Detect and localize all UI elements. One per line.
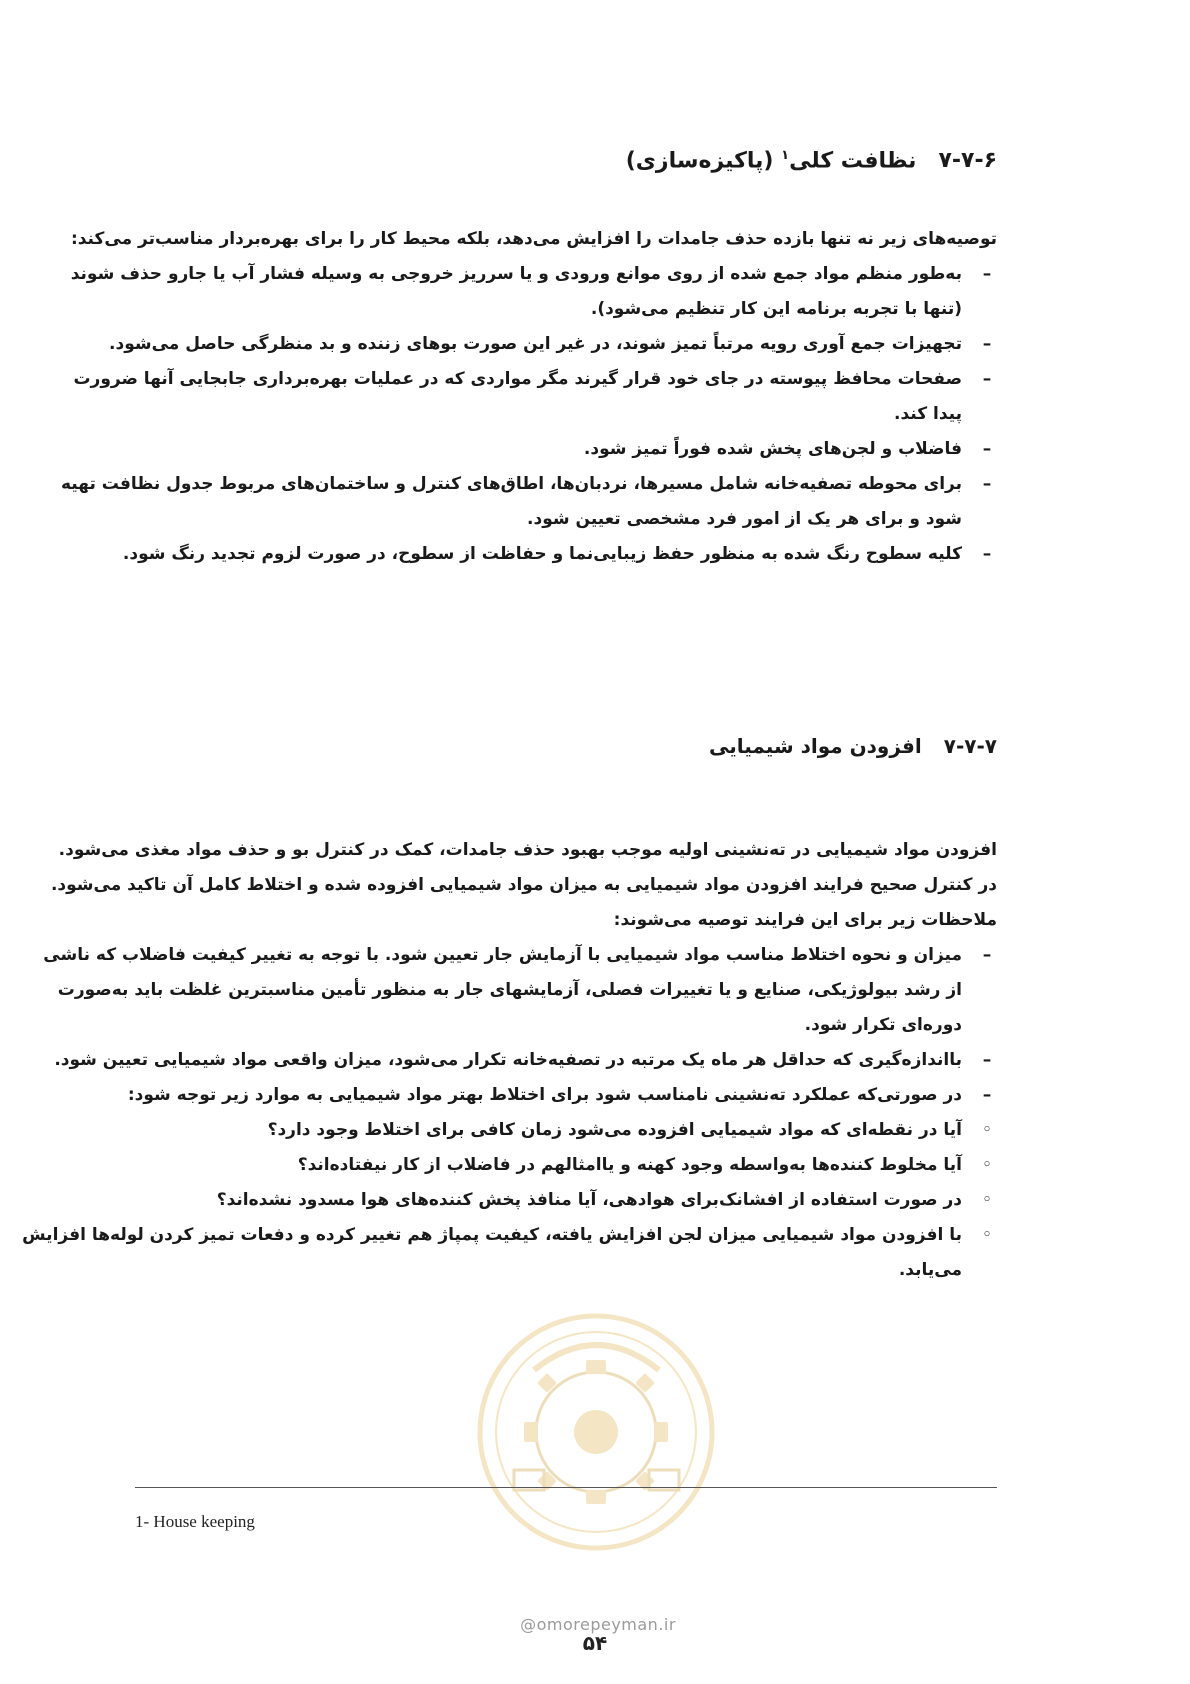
dash-bullet: –: [982, 544, 992, 564]
intro-paragraph: توصیه‌های زیر نه تنها بازده حذف جامدات را افزایش می‌دهد، بلکه محیط کار را برای بهره‌بردار مناسب‌تر می‌کند:: [70, 229, 997, 249]
list-item-line: تجهیزات جمع آوری رویه مرتباً تمیز شوند، در غیر این صورت بوهای زننده و بد منظرگی حاصل می‌شود.: [109, 334, 962, 354]
dash-bullet: –: [982, 369, 992, 389]
list-item: [141, 432, 997, 467]
paragraph-line: افزودن مواد شیمیایی در ته‌نشینی اولیه موجب بهبود حذف جامدات، کمک در کنترل بو و حذف مواد مغذی می‌شود.: [58, 840, 997, 860]
list-item-line: میزان و نحوه اختلاط مناسب مواد شیمیایی با آزمایش جار تعیین شود. با توجه به تغییر کیفیت فاضلاب که ناشی: [43, 945, 962, 965]
dash-bullet: –: [982, 474, 992, 494]
paragraph-line: ملاحظات زیر برای این فرایند توصیه می‌شوند:: [613, 910, 997, 930]
list-item: [60, 467, 997, 537]
footnote-ref: ۱: [781, 148, 790, 163]
list-item-line: دوره‌ای تکرار شود.: [804, 1015, 962, 1035]
footnote: 1- House keeping: [135, 1512, 255, 1531]
page-number: ۵۴: [582, 1631, 608, 1655]
list-item-line: از رشد بیولوژیکی، صنایع و یا تغییرات فصلی، آزمایشهای جار به منظور تأمین مناسبترین غلظت باید به‌صورت: [57, 980, 962, 1000]
sub-list-item: [141, 1148, 997, 1183]
footnote-divider: [135, 1487, 997, 1488]
dash-bullet: –: [982, 1085, 992, 1105]
list-item: [109, 327, 997, 362]
sub-list-item: [141, 1113, 997, 1148]
list-item: [73, 362, 997, 432]
list-item-line: بااندازه‌گیری که حداقل هر ماه یک مرتبه در تصفیه‌خانه تکرار می‌شود، میزان واقعی مواد شیمیایی تعیین شود.: [54, 1050, 962, 1070]
section-heading-housekeeping: [177, 140, 997, 177]
sub-list-item: [22, 1218, 997, 1288]
section-number: ۷-۷-۷: [943, 734, 997, 758]
dash-bullet: –: [982, 264, 992, 284]
list-item: [127, 1078, 997, 1113]
circle-bullet: ◦: [981, 1155, 993, 1175]
watermark-url: @omorepeyman.ir: [520, 1615, 676, 1634]
sub-list-item-line: در صورت استفاده از افشانک‌برای هوادهی، آیا منافذ پخش کننده‌های هوا مسدود نشده‌اند؟: [216, 1190, 962, 1210]
dash-bullet: –: [982, 334, 992, 354]
section-heading-chemicals: [177, 730, 997, 762]
list-item-line: به‌طور منظم مواد جمع شده از روی موانع ورودی و یا سرریز خروجی به وسیله فشار آب یا جارو حذف شوند: [70, 264, 962, 284]
list-item-line: صفحات محافظ پیوسته در جای خود قرار گیرند مگر مواردی که در عملیات بهره‌برداری جابجایی آنها ضرورت: [73, 369, 962, 389]
list-item-line: شود و برای هر یک از امور فرد مشخصی تعیین شود.: [527, 509, 962, 529]
sub-list-item-line: می‌یابد.: [898, 1260, 962, 1280]
section-title-suffix: (پاکیزه‌سازی): [625, 148, 774, 174]
list-item: [54, 1043, 997, 1078]
list-item-line: برای محوطه تصفیه‌خانه شامل مسیرها، نردبان‌ها، اطاق‌های کنترل و ساختمان‌های مربوط جدول نظافت تهیه: [60, 474, 962, 494]
dash-bullet: –: [982, 945, 992, 965]
list-item: [43, 938, 997, 1043]
circle-bullet: ◦: [981, 1190, 993, 1210]
sub-list-item: [141, 1183, 997, 1218]
watermark-seal-icon: [474, 1310, 719, 1555]
list-item: [122, 537, 997, 572]
list-item-line: فاضلاب و لجن‌های پخش شده فوراً تمیز شود.: [583, 439, 962, 459]
section-title: افزودن مواد شیمیایی: [708, 734, 922, 758]
dash-bullet: –: [982, 1050, 992, 1070]
sub-list-item-line: آیا در نقطه‌ای که مواد شیمیایی افزوده می‌شود زمان کافی برای اختلاط وجود دارد؟: [267, 1120, 962, 1140]
section-title: نظافت کلی: [789, 148, 917, 174]
list-item-line: پیدا کند.: [894, 404, 962, 424]
paragraph-line: در کنترل صحیح فرایند افزودن مواد شیمیایی به میزان مواد شیمیایی افزوده شده و اختلاط کامل آن تاکید می‌شود.: [50, 875, 997, 895]
sub-list-item-line: آیا مخلوط کننده‌ها به‌واسطه وجود کهنه و یاامثالهم در فاضلاب از کار نیفتاده‌اند؟: [297, 1155, 962, 1175]
section2-body: [22, 833, 997, 1288]
list-item-line: کلیه سطوح رنگ شده به منظور حفظ زیبایی‌نما و حفاظت از سطوح، در صورت لزوم تجدید رنگ شود.: [122, 544, 962, 564]
list-item: [70, 257, 997, 327]
list-item-line: در صورتی‌که عملکرد ته‌نشینی نامناسب شود برای اختلاط بهتر مواد شیمیایی به موارد زیر توجه شود:: [127, 1085, 962, 1105]
section1-body: [60, 222, 997, 572]
circle-bullet: ◦: [981, 1225, 993, 1245]
sub-list-item-line: با افزودن مواد شیمیایی میزان لجن افزایش یافته، کیفیت پمپاژ هم تغییر کرده و دفعات تمیز کردن لوله‌ها افزایش: [22, 1225, 962, 1245]
circle-bullet: ◦: [981, 1120, 993, 1140]
section-number: ۷-۷-۶: [938, 148, 997, 174]
dash-bullet: –: [982, 439, 992, 459]
list-item-line: (تنها با تجربه برنامه این کار تنظیم می‌شود).: [590, 299, 962, 319]
